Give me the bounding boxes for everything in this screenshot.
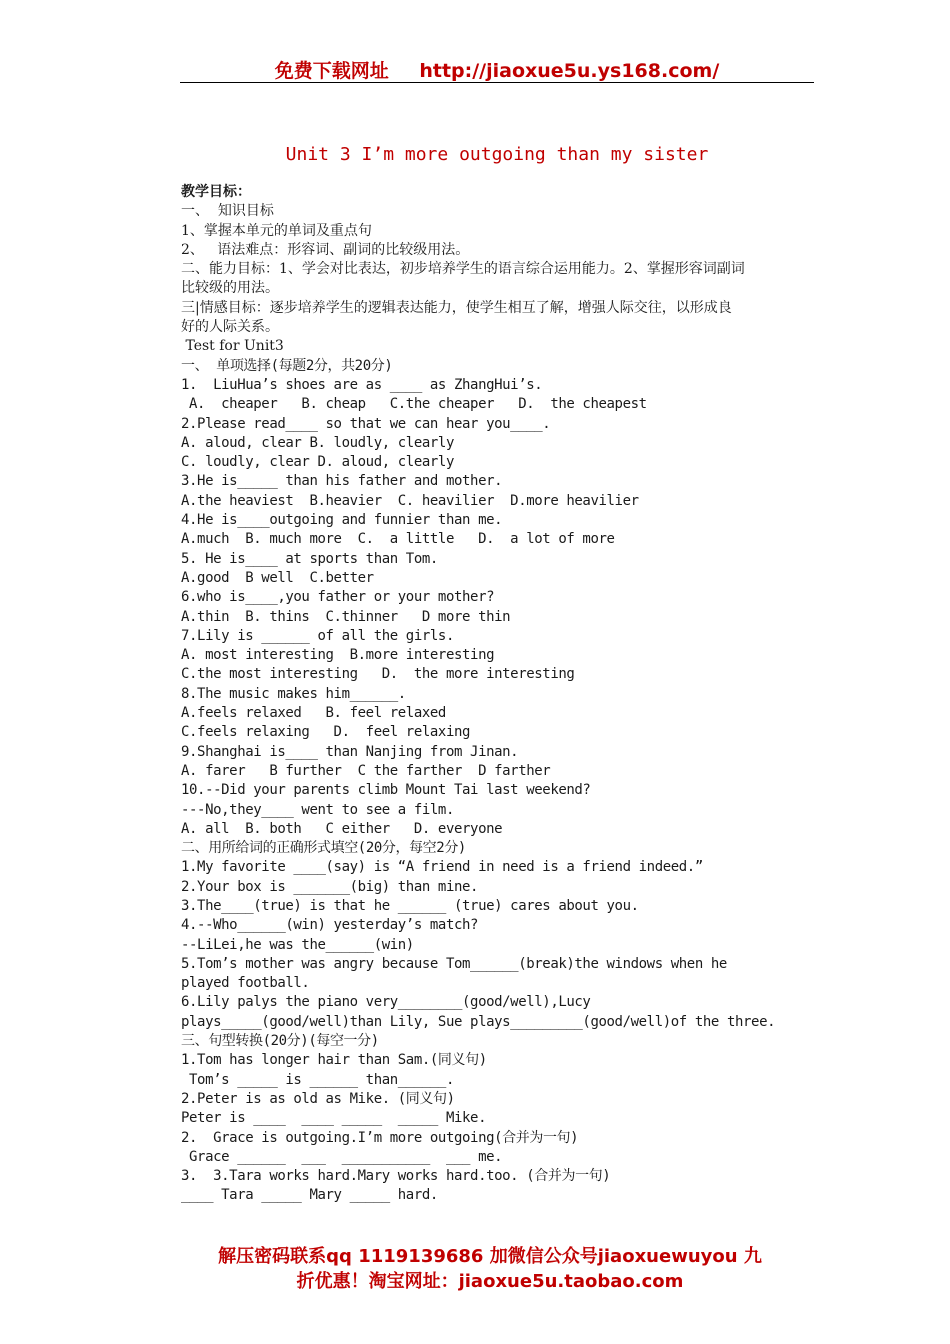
test-line: 4.--Who______(win) yesterday’s match? <box>181 917 479 934</box>
test-line: 8.The music makes him______. <box>181 685 406 702</box>
test-line: 2.Peter is as old as Mike. (同义句) <box>181 1090 455 1107</box>
test-line: 3.The____(true) is that he ______ (true) cares about you. <box>181 897 639 914</box>
objective-line: 2、 语法难点：形容词、副词的比较级用法。 <box>181 241 470 258</box>
test-line: plays_____(good/well)than Lily, Sue plays_________(good/well)of the three. <box>181 1013 776 1030</box>
test-line: ____ Tara _____ Mary _____ hard. <box>181 1187 438 1204</box>
test-line: A. all B. both C either D. everyone <box>181 820 503 837</box>
objective-line: 一、 知识目标 <box>181 203 274 220</box>
test-line: A. farer B further C the farther D farther <box>181 762 551 779</box>
objective-line: 三|情感目标：逐步培养学生的逻辑表达能力，使学生相互了解，增强人际交往，以形成良 <box>181 299 732 316</box>
test-line: 1. LiuHua’s shoes are as ____ as ZhangHui’s. <box>181 376 543 393</box>
test-line: C.the most interesting D. the more interesting <box>181 666 575 683</box>
test-line: A.much B. much more C. a little D. a lot of more <box>181 531 615 548</box>
page-footer <box>180 1244 800 1294</box>
objectives-list <box>181 202 821 337</box>
document-body <box>181 183 821 1206</box>
test-line: A. aloud, clear B. loudly, clearly <box>181 434 454 451</box>
test-line: Tom’s _____ is ______ than______. <box>181 1071 454 1088</box>
objective-line: 1、掌握本单元的单词及重点句 <box>181 222 372 239</box>
test-line: 1.My favorite ____(say) is “A friend in need is a friend indeed.” <box>181 859 703 876</box>
test-line: 6.who is____,you father or your mother? <box>181 589 495 606</box>
test-line: A.the heaviest B.heavier C. heavilier D.more heavilier <box>181 492 639 509</box>
footer-line-2: 折优惠！淘宝网址：jiaoxue5u.taobao.com <box>296 1271 684 1292</box>
test-line: 二、用所给词的正确形式填空(20分，每空2分) <box>181 840 466 857</box>
test-line: 2. Grace is outgoing.I’m more outgoing(合并为一句) <box>181 1129 579 1146</box>
test-title: Test for Unit3 <box>181 338 284 355</box>
test-line: Peter is ____ ____ _____ _____ Mike. <box>181 1110 487 1127</box>
test-line: 三、句型转换(20分)(每空一分) <box>181 1033 379 1050</box>
test-line: 1.Tom has longer hair than Sam.(同义句) <box>181 1052 487 1069</box>
test-line: C.feels relaxing D. feel relaxing <box>181 724 471 741</box>
footer-line-1: 解压密码联系qq 1119139686 加微信公众号jiaoxuewuyou 九 <box>218 1246 762 1267</box>
test-line: C. loudly, clear D. aloud, clearly <box>181 454 454 471</box>
objective-line: 二、能力目标：1、学会对比表达，初步培养学生的语言综合运用能力。2、掌握形容词副词 <box>181 261 745 278</box>
test-line: 10.--Did your parents climb Mount Tai last weekend? <box>181 782 591 799</box>
objective-line: 比较级的用法。 <box>181 280 279 297</box>
test-line: A.thin B. thins C.thinner D more thin <box>181 608 511 625</box>
objectives-heading: 教学目标： <box>181 184 251 200</box>
test-line: 2.Please read____ so that we can hear you____. <box>181 415 551 432</box>
page-header <box>180 56 814 83</box>
test-line: 3. 3.Tara works hard.Mary works hard.too. (合并为一句) <box>181 1168 611 1185</box>
test-line: ---No,they____ went to see a film. <box>181 801 454 818</box>
test-line: A. cheaper B. cheap C.the cheaper D. the cheapest <box>181 396 647 413</box>
header-url[interactable]: http://jiaoxue5u.ys168.com/ <box>419 60 720 82</box>
page-title: Unit 3 I’m more outgoing than my sister <box>285 144 709 165</box>
test-line: 9.Shanghai is____ than Nanjing from Jinan. <box>181 743 519 760</box>
test-line: 4.He is____outgoing and funnier than me. <box>181 512 503 529</box>
test-line: --LiLei,he was the______(win) <box>181 936 414 953</box>
test-line: 3.He is_____ than his father and mother. <box>181 473 503 490</box>
test-line: 2.Your box is _______(big) than mine. <box>181 878 479 895</box>
test-line: Grace ______ ___ ___________ ___ me. <box>181 1148 503 1165</box>
test-line: A. most interesting B.more interesting <box>181 647 495 664</box>
test-line: 7.Lily is ______ of all the girls. <box>181 627 454 644</box>
test-line: 6.Lily palys the piano very________(good/well),Lucy <box>181 994 591 1011</box>
test-line: 5. He is____ at sports than Tom. <box>181 550 438 567</box>
test-line: 5.Tom’s mother was angry because Tom______(break)the windows when he <box>181 955 727 972</box>
test-line: A.feels relaxed B. feel relaxed <box>181 705 446 722</box>
header-label: 免费下载网址 <box>274 60 389 82</box>
test-questions <box>181 357 821 1206</box>
objective-line: 好的人际关系。 <box>181 319 279 336</box>
test-line: 一、 单项选择(每题2分，共20分) <box>181 357 393 374</box>
test-line: A.good B well C.better <box>181 569 374 586</box>
test-line: played football. <box>181 975 310 992</box>
